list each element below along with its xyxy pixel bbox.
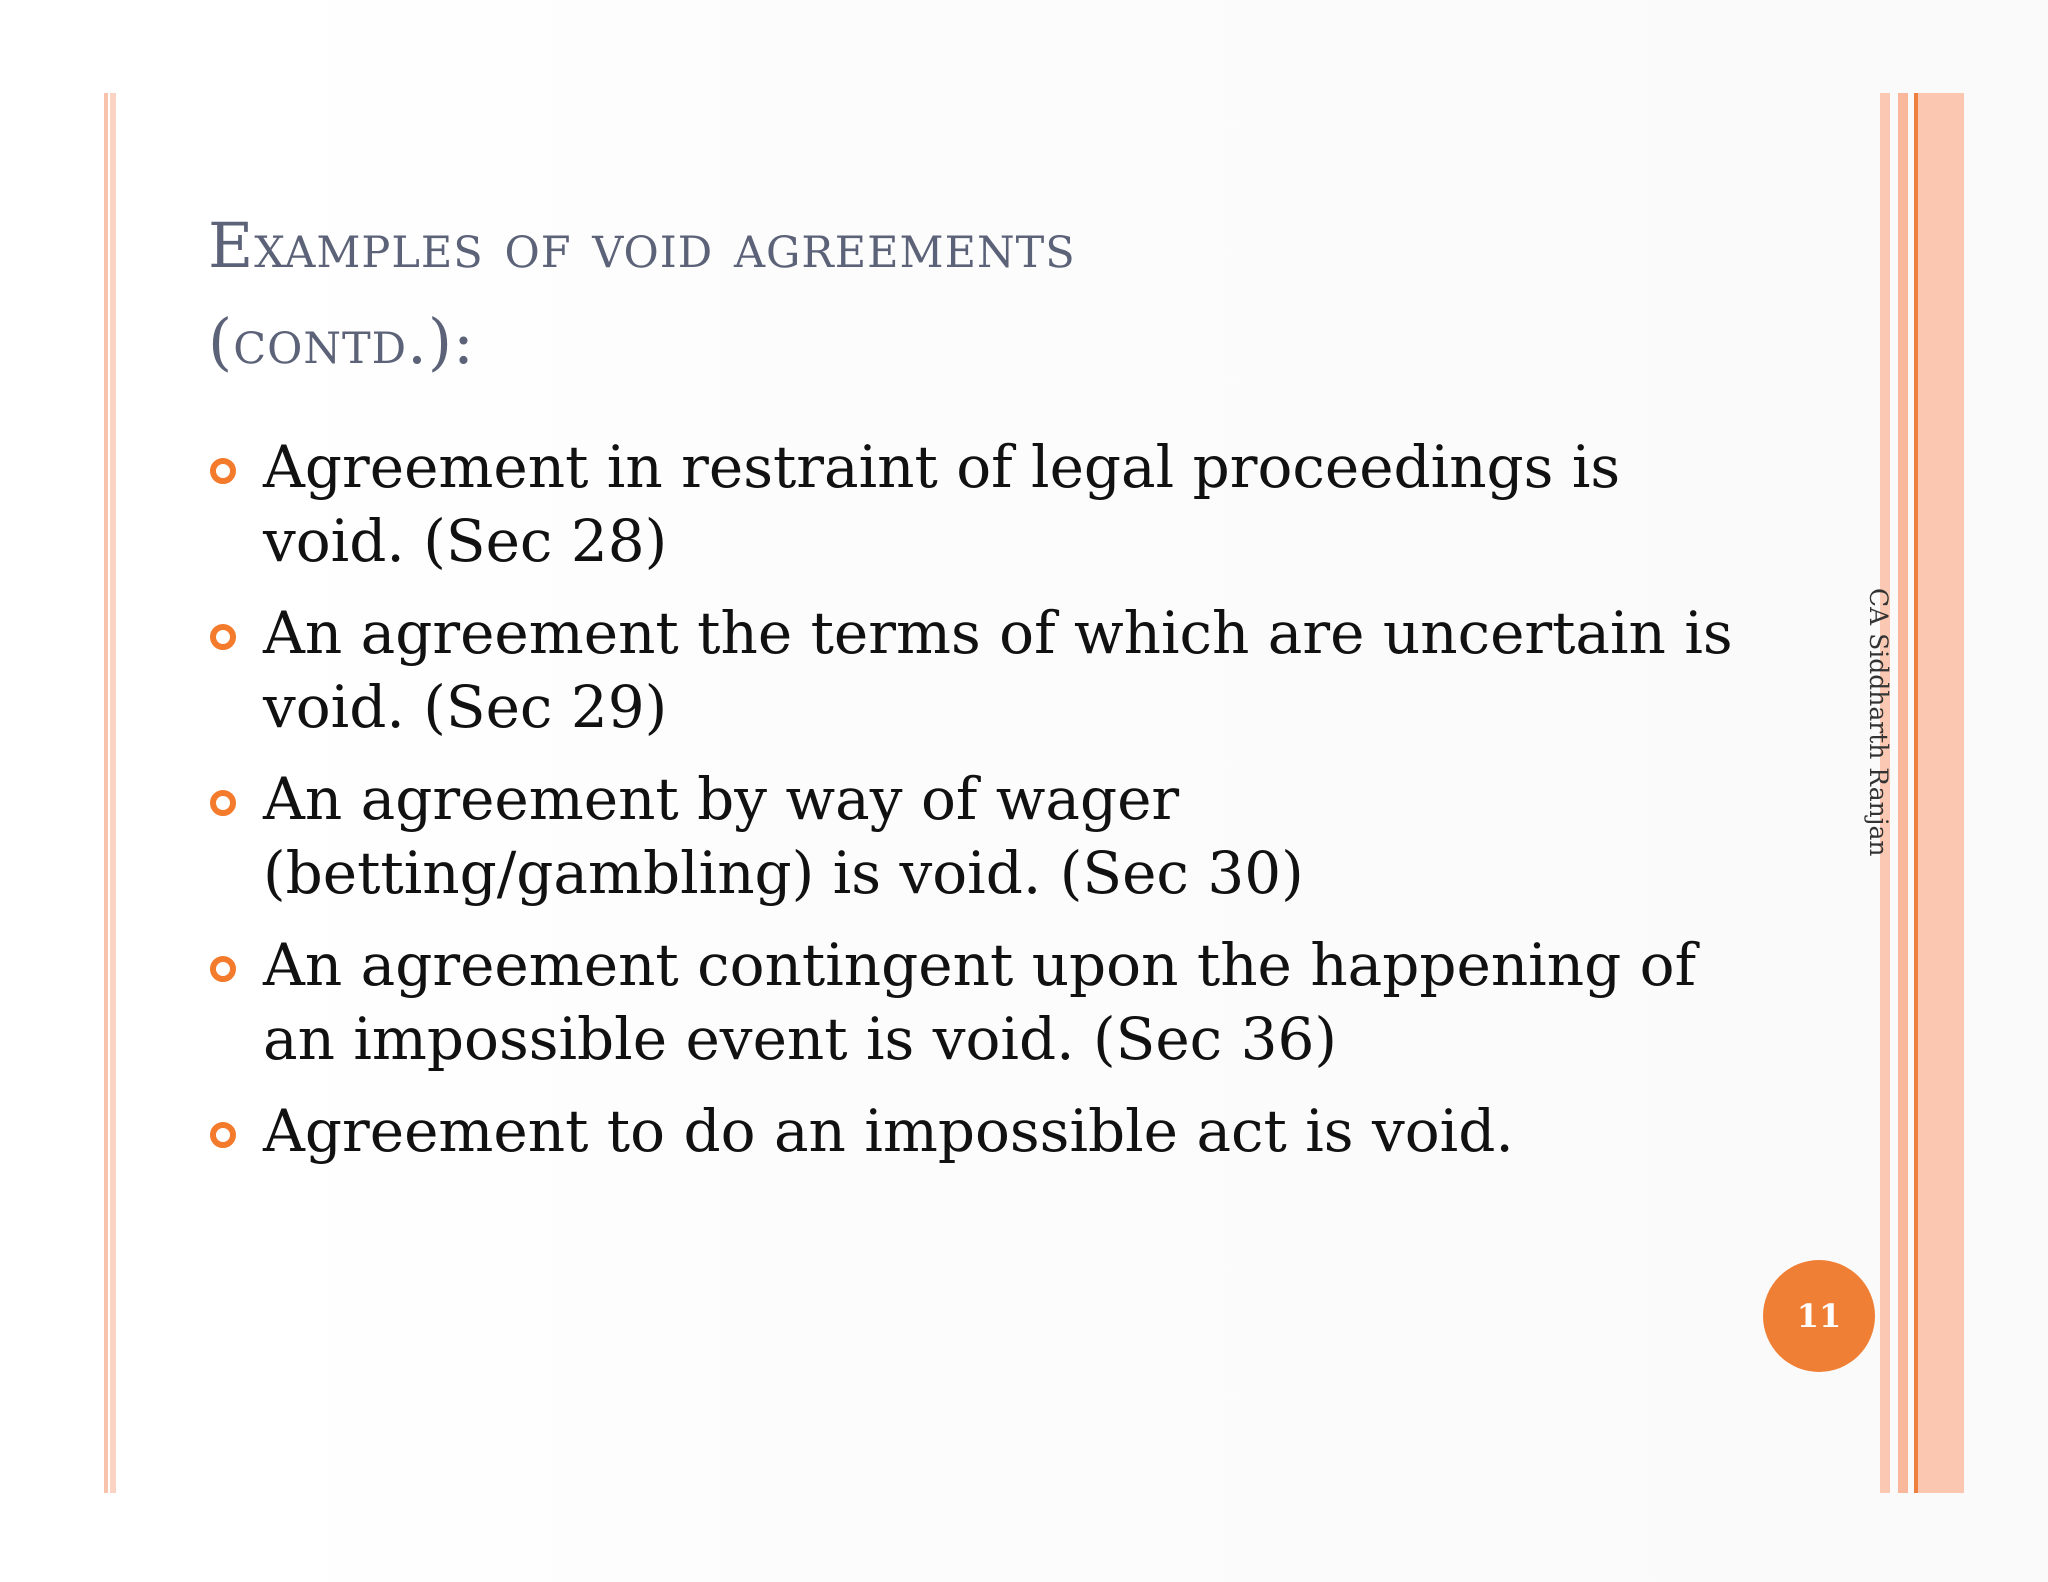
bullet-text: An agreement contingent upon the happening of an impossible event is void. (Sec 36)	[263, 931, 1697, 1073]
ring-bullet-icon	[210, 790, 236, 816]
page-number-badge	[1763, 1260, 1875, 1372]
author-vertical-label: CA Siddharth Ranjan	[1864, 588, 1893, 857]
bullet-item	[208, 1094, 1748, 1168]
slide-title-line-2: (contd.):	[208, 305, 475, 378]
slide-title	[208, 198, 1608, 390]
right-border-stripe-4	[1918, 93, 1964, 1493]
bullet-text: Agreement to do an impossible act is void.	[263, 1097, 1514, 1165]
bullet-item	[208, 928, 1748, 1076]
ring-bullet-icon	[210, 956, 236, 982]
ring-bullet-icon	[210, 458, 236, 484]
left-border-stripe-inner	[110, 93, 116, 1493]
bullet-item	[208, 430, 1748, 578]
page-number: 11	[1796, 1297, 1842, 1335]
left-border-stripe	[104, 93, 108, 1493]
bullet-text: An agreement by way of wager (betting/gambling) is void. (Sec 30)	[263, 765, 1304, 907]
bullet-text: Agreement in restraint of legal proceedings is void. (Sec 28)	[263, 433, 1621, 575]
ring-bullet-icon	[210, 1122, 236, 1148]
ring-bullet-icon	[210, 624, 236, 650]
right-border-stripe-2	[1898, 93, 1908, 1493]
slide-title-line-1: Examples of void agreements	[208, 209, 1076, 282]
bullet-item	[208, 762, 1748, 910]
bullet-text: An agreement the terms of which are uncertain is void. (Sec 29)	[263, 599, 1733, 741]
bullet-item	[208, 596, 1748, 744]
bullet-list	[208, 430, 1748, 1186]
